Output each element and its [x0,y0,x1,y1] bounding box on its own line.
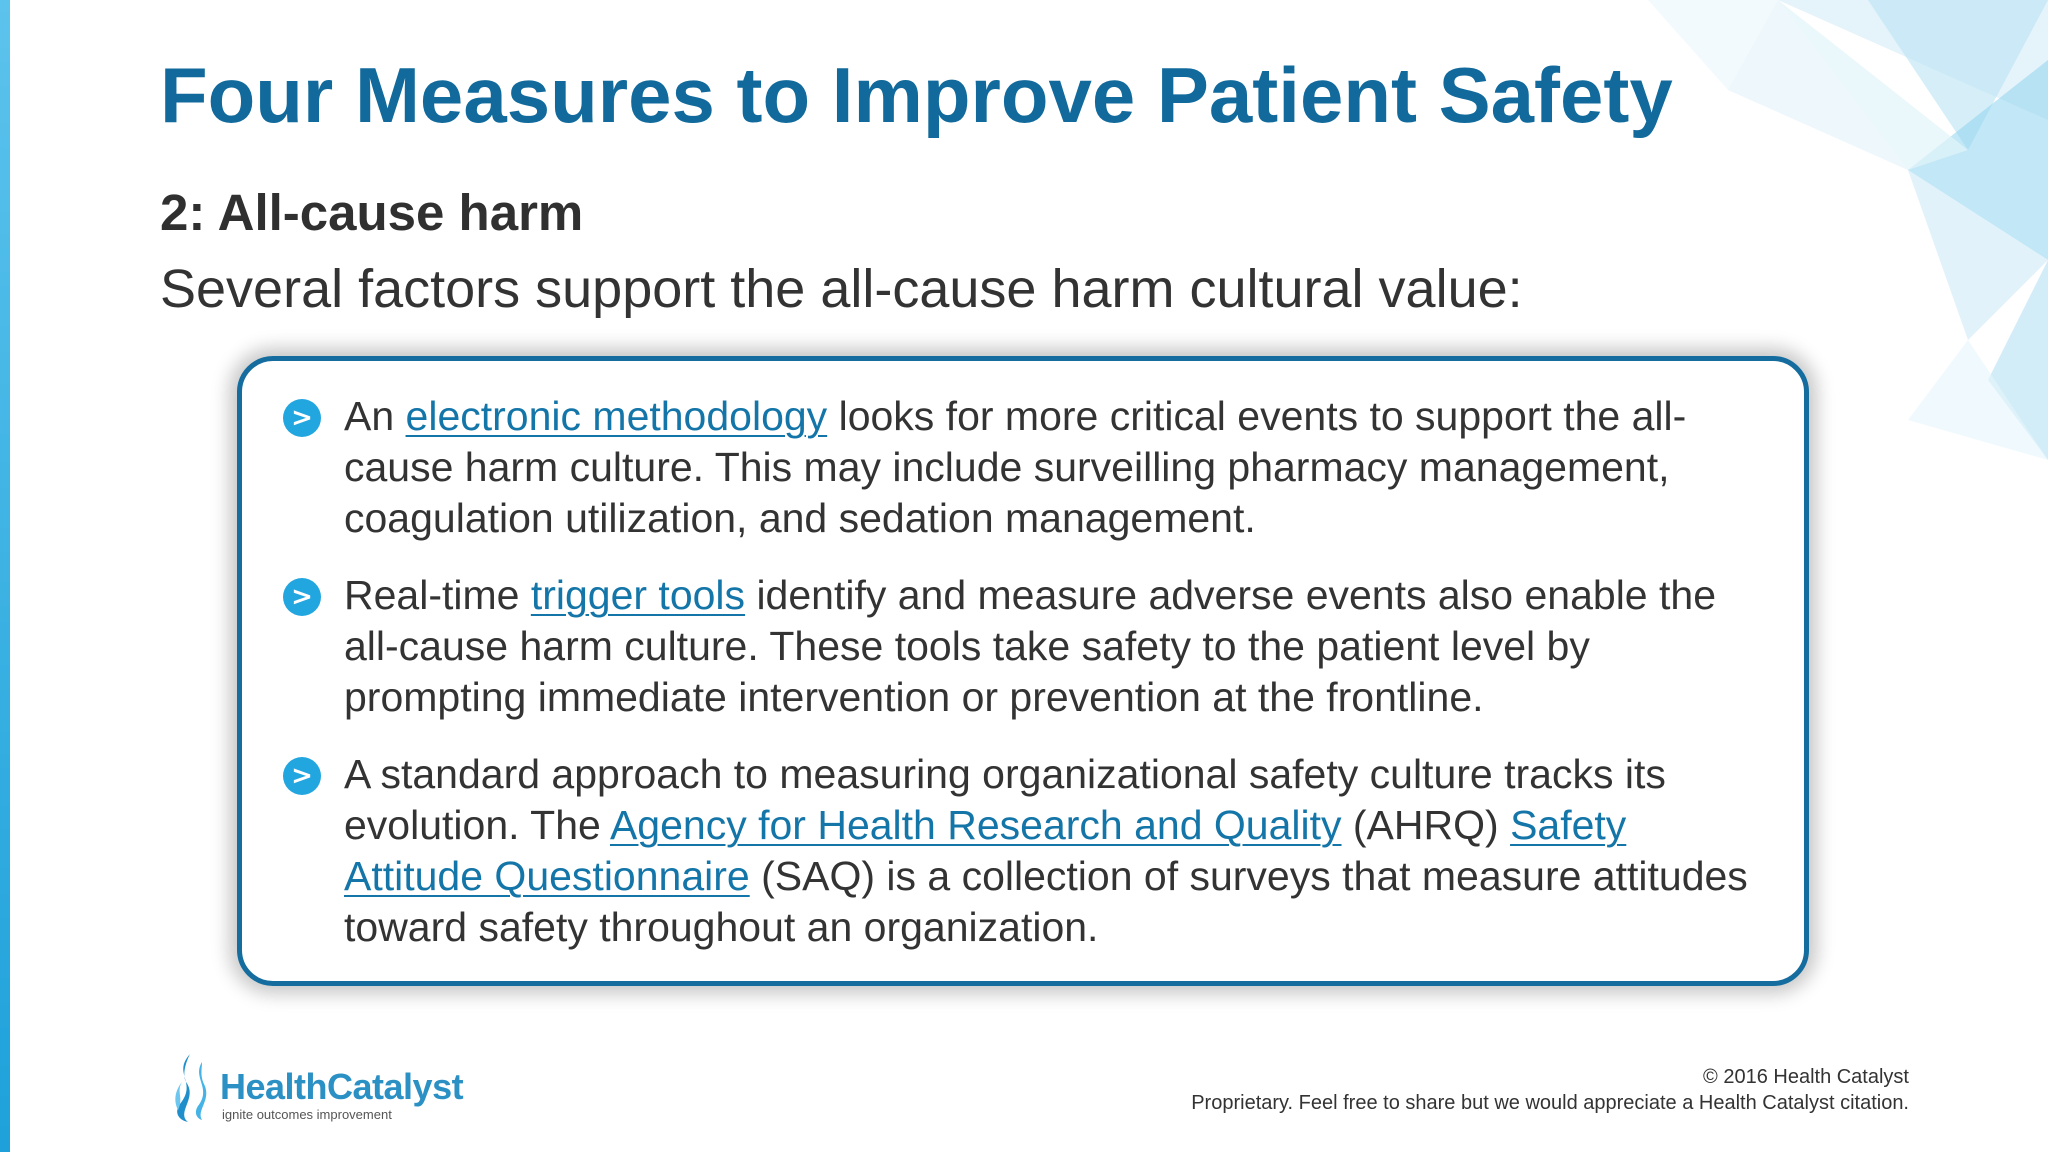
ahrq-link[interactable]: Agency for Health Research and Quality [609,802,1342,848]
bullet-text [344,391,1774,544]
factors-card [237,356,1809,986]
bullet-text-part: (AHRQ) [1341,802,1511,848]
health-catalyst-logo [168,1052,468,1124]
slide-title: Four Measures to Improve Patient Safety [160,51,1673,139]
logo-tagline: ignite outcomes improvement [222,1107,392,1122]
saq-link[interactable]: Safety Attitude Questionnaire [344,802,1627,899]
bullet-text-part: (SAQ) is a collection of surveys that measure attitudes toward safety throughout an organization. [344,853,1748,950]
bullet-text-part: identify and measure adverse events also enable the all-cause harm culture. These tools take safety to the patient level by prompting immediate intervention or prevention at the frontline. [344,572,1716,720]
intro-text: Several factors support the all-cause harm cultural value: [160,259,1523,319]
left-accent-bar [0,0,10,1152]
copyright-text: © 2016 Health Catalyst [1703,1066,1909,1088]
chevron-right-circle-icon: > [283,399,321,437]
trigger-tools-link[interactable]: trigger tools [530,572,746,618]
bullet-text-part: A standard approach to measuring organizational safety culture tracks its evolution. The [344,751,1666,848]
proprietary-note: Proprietary. Feel free to share but we would appreciate a Health Catalyst citation. [1191,1092,1909,1114]
electronic-methodology-link[interactable]: electronic methodology [405,393,828,439]
logo-wordmark: HealthCatalyst [220,1066,464,1107]
flame-icon [168,1052,216,1124]
bullet-text-part: looks for more critical events to support the all-cause harm culture. This may include surveilling pharmacy management, coagulation utilization, and sedation management. [344,393,1687,541]
bullet-text-part: Real-time [344,572,531,618]
chevron-right-circle-icon: > [283,578,321,616]
bullet-text [344,570,1774,723]
chevron-right-circle-icon: > [283,757,321,795]
bullet-text [344,749,1774,953]
section-subheading: 2: All-cause harm [160,184,584,241]
bullet-text-part: An [344,393,406,439]
